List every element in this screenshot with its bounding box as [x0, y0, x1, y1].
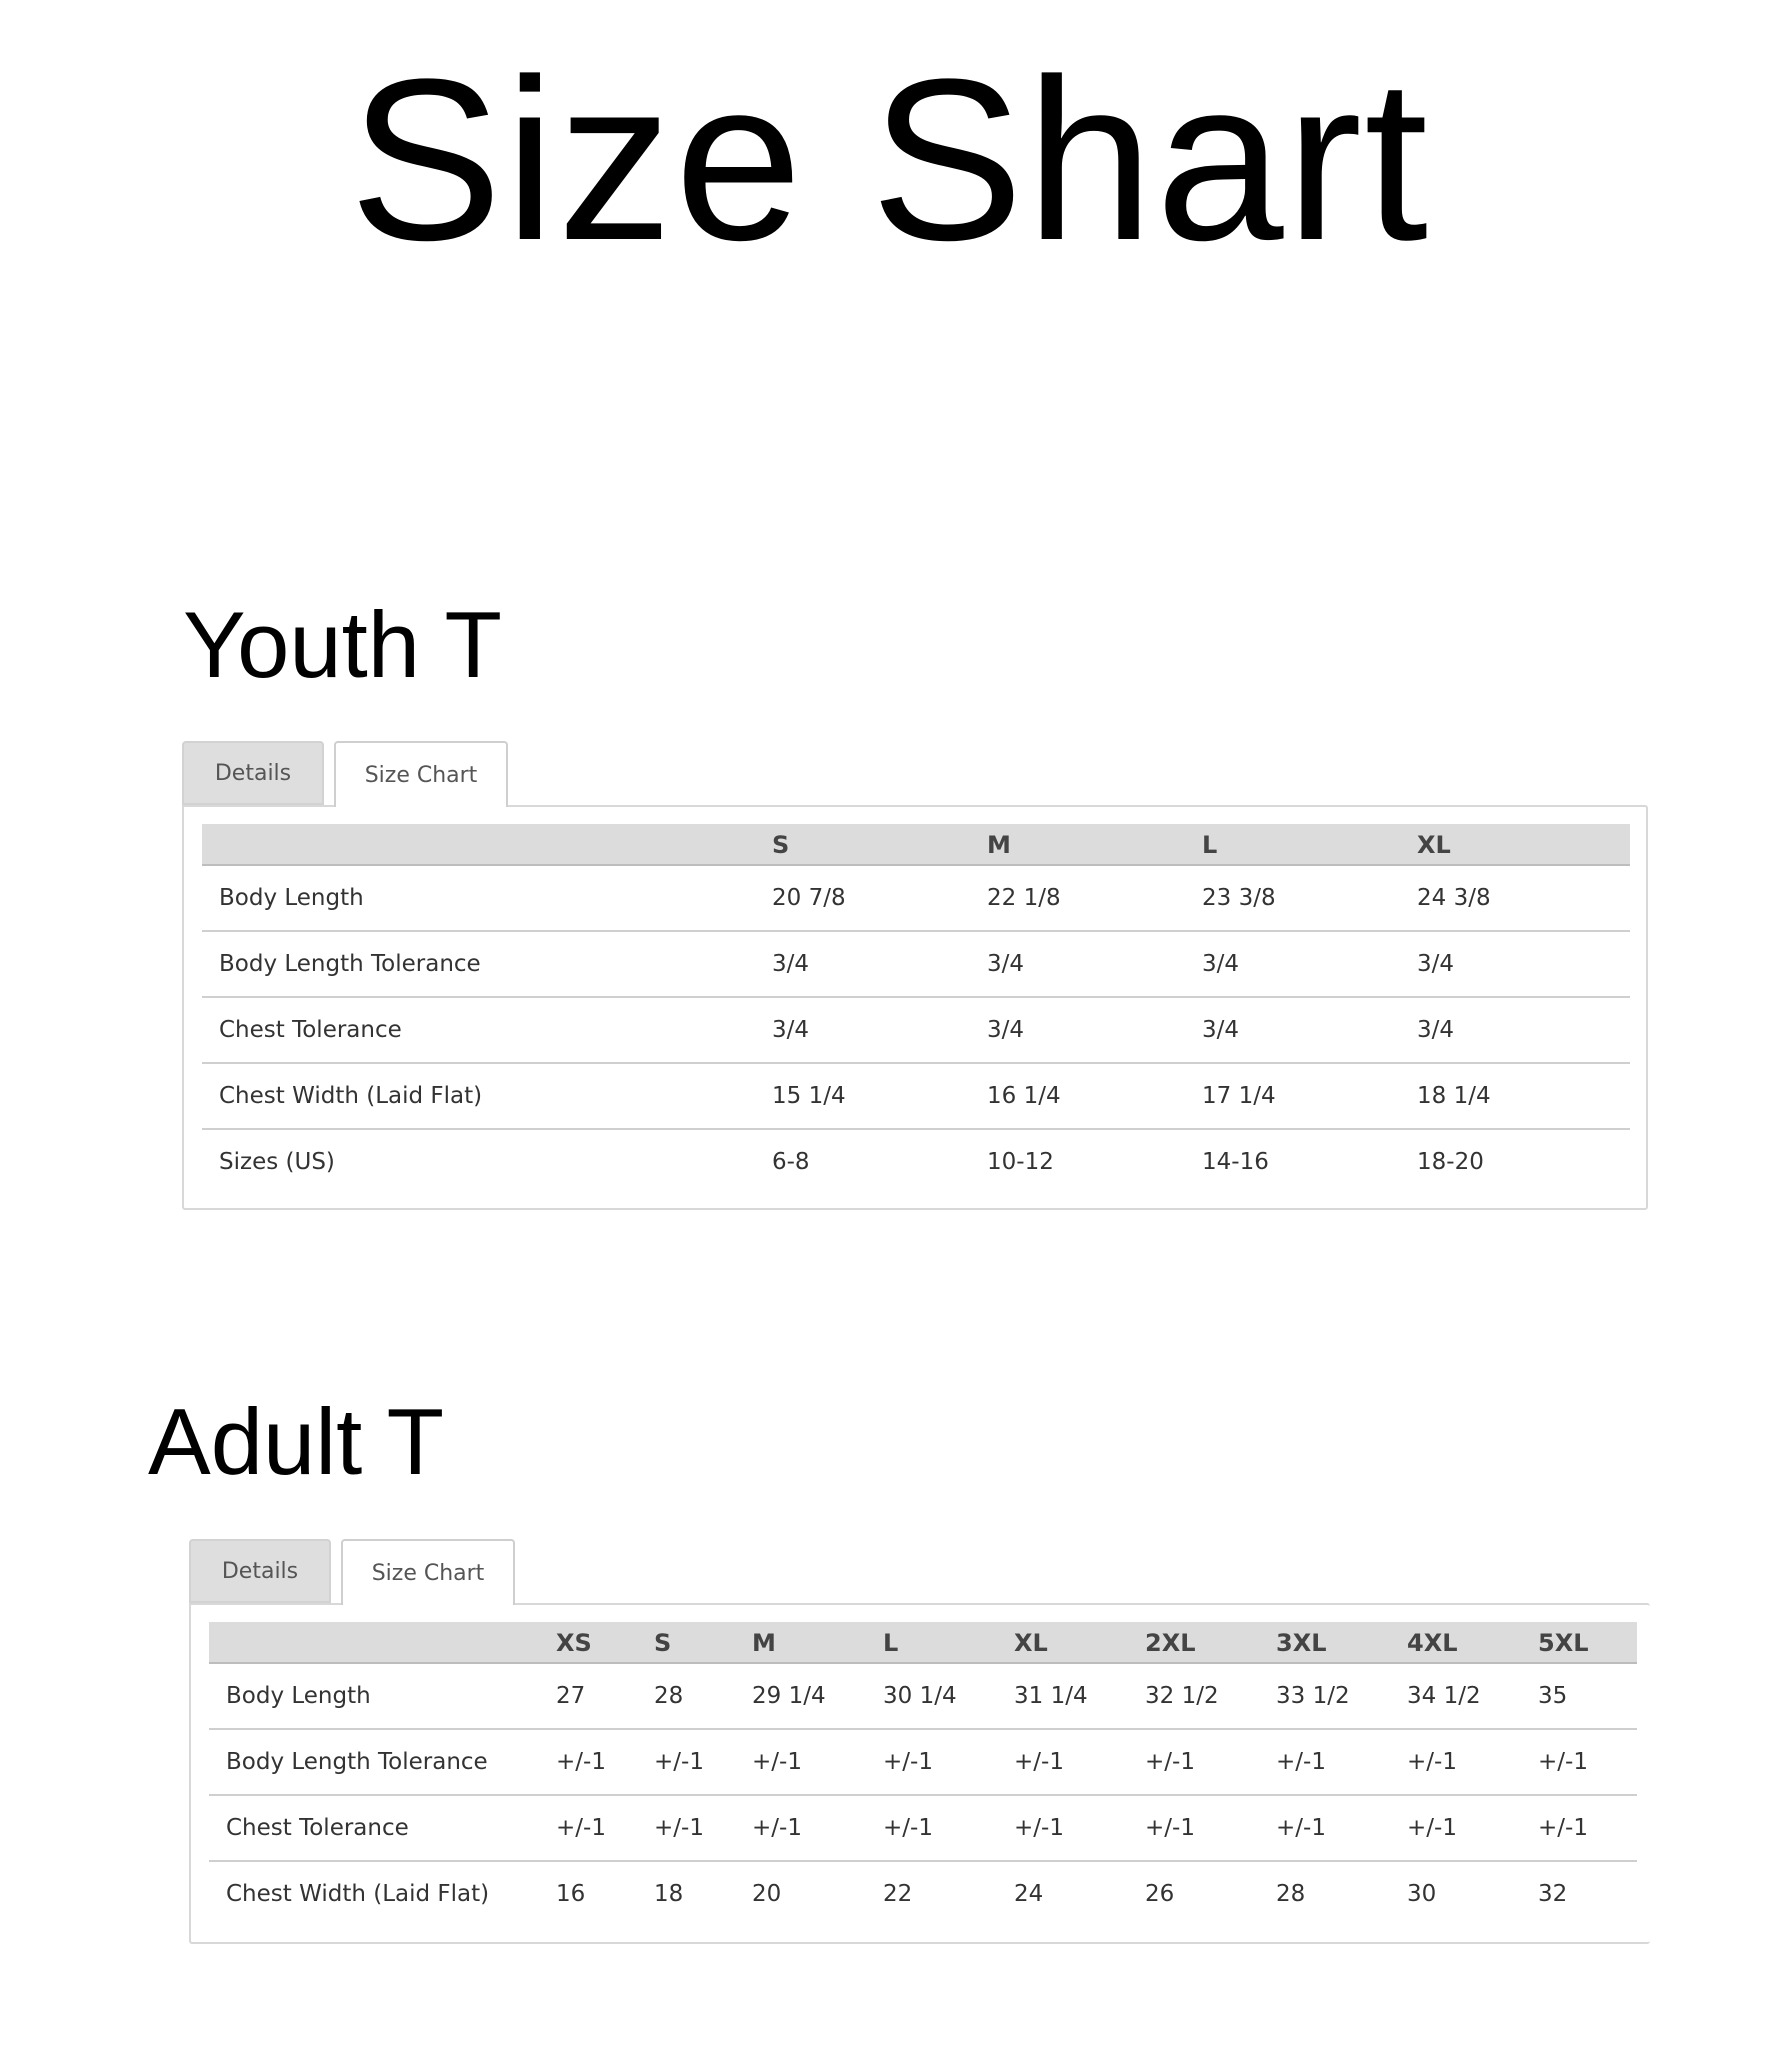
- table-cell: 32 1/2: [1145, 1663, 1276, 1729]
- table-cell: 30 1/4: [883, 1663, 1014, 1729]
- table-cell: 27: [556, 1663, 654, 1729]
- column-header: M: [752, 1622, 883, 1663]
- row-label: Body Length Tolerance: [202, 931, 772, 997]
- table-header-row: [209, 1622, 1637, 1663]
- table-row: [209, 1729, 1637, 1795]
- table-cell: 20: [752, 1881, 782, 1907]
- youth-heading: Youth T: [183, 592, 502, 697]
- table-header-row: [202, 824, 1630, 865]
- table-row: [202, 1129, 1630, 1194]
- table-cell: +/-1: [1145, 1729, 1276, 1795]
- table-cell: 24: [1014, 1881, 1044, 1907]
- table-cell: 34 1/2: [1407, 1663, 1538, 1729]
- table-cell: 28: [654, 1663, 752, 1729]
- column-header: 2XL: [1145, 1622, 1276, 1663]
- table-cell: 16 1/4: [987, 1063, 1202, 1129]
- table-cell: 18-20: [1417, 1149, 1484, 1175]
- table-cell: 23 3/8: [1202, 865, 1417, 931]
- table-cell: 22 1/8: [987, 865, 1202, 931]
- column-header: S: [772, 824, 987, 865]
- table-cell: +/-1: [1014, 1729, 1145, 1795]
- row-label: Chest Width (Laid Flat): [202, 1063, 772, 1129]
- table-cell: 22: [883, 1881, 913, 1907]
- column-header: [209, 1622, 556, 1663]
- table-row: [202, 997, 1630, 1063]
- table-cell: +/-1: [654, 1795, 752, 1861]
- youth-tab-details[interactable]: Details: [182, 741, 324, 805]
- row-label: Chest Width (Laid Flat): [226, 1881, 490, 1907]
- table-cell: 31 1/4: [1014, 1663, 1145, 1729]
- table-cell: 29 1/4: [752, 1663, 883, 1729]
- table-row: [202, 931, 1630, 997]
- column-header: XL: [1417, 824, 1630, 865]
- column-header: L: [1202, 824, 1417, 865]
- adult-size-table: [209, 1622, 1637, 1926]
- row-label: Body Length Tolerance: [209, 1729, 556, 1795]
- adult-tab-details[interactable]: Details: [189, 1539, 331, 1603]
- table-cell: 15 1/4: [772, 1063, 987, 1129]
- adult-size-chart-panel: [189, 1603, 1650, 1944]
- table-cell: +/-1: [1145, 1795, 1276, 1861]
- table-cell: 18 1/4: [1417, 1063, 1630, 1129]
- column-header: 4XL: [1407, 1622, 1538, 1663]
- table-row: [209, 1861, 1637, 1926]
- row-label: Chest Tolerance: [202, 997, 772, 1063]
- page-title: Size Shart: [348, 31, 1431, 288]
- table-cell: +/-1: [1538, 1729, 1637, 1795]
- table-cell: 35: [1538, 1663, 1637, 1729]
- table-cell: 3/4: [987, 931, 1202, 997]
- table-cell: 3/4: [987, 997, 1202, 1063]
- table-cell: 3/4: [772, 997, 987, 1063]
- table-cell: 32: [1538, 1881, 1568, 1907]
- adult-tab-size-chart[interactable]: Size Chart: [341, 1539, 515, 1605]
- table-cell: +/-1: [556, 1729, 654, 1795]
- table-cell: 26: [1145, 1881, 1175, 1907]
- table-cell: 10-12: [987, 1149, 1054, 1175]
- table-cell: 3/4: [1202, 997, 1417, 1063]
- table-cell: +/-1: [654, 1729, 752, 1795]
- table-row: [202, 865, 1630, 931]
- column-header: [202, 824, 772, 865]
- table-cell: 3/4: [1417, 931, 1630, 997]
- table-cell: +/-1: [883, 1729, 1014, 1795]
- table-cell: +/-1: [752, 1729, 883, 1795]
- table-cell: +/-1: [1276, 1729, 1407, 1795]
- table-cell: 18: [654, 1881, 684, 1907]
- table-cell: 30: [1407, 1881, 1437, 1907]
- row-label: Sizes (US): [219, 1149, 335, 1175]
- table-cell: 6-8: [772, 1149, 810, 1175]
- adult-heading: Adult T: [148, 1389, 445, 1494]
- table-cell: +/-1: [1276, 1795, 1407, 1861]
- column-header: XS: [556, 1622, 654, 1663]
- table-cell: +/-1: [752, 1795, 883, 1861]
- table-cell: 3/4: [1202, 931, 1417, 997]
- table-cell: 14-16: [1202, 1149, 1269, 1175]
- row-label: Body Length: [209, 1663, 556, 1729]
- row-label: Chest Tolerance: [209, 1795, 556, 1861]
- youth-tab-size-chart[interactable]: Size Chart: [334, 741, 508, 807]
- table-row: [209, 1795, 1637, 1861]
- table-cell: +/-1: [1538, 1795, 1637, 1861]
- column-header: L: [883, 1622, 1014, 1663]
- table-cell: +/-1: [1407, 1795, 1538, 1861]
- youth-size-chart-panel: [182, 805, 1648, 1210]
- table-cell: 20 7/8: [772, 865, 987, 931]
- table-cell: 3/4: [1417, 997, 1630, 1063]
- table-cell: 3/4: [772, 931, 987, 997]
- table-cell: 17 1/4: [1202, 1063, 1417, 1129]
- column-header: 5XL: [1538, 1622, 1637, 1663]
- table-cell: +/-1: [556, 1795, 654, 1861]
- table-row: [209, 1663, 1637, 1729]
- table-cell: 16: [556, 1881, 586, 1907]
- table-row: [202, 1063, 1630, 1129]
- table-cell: 24 3/8: [1417, 865, 1630, 931]
- table-cell: +/-1: [883, 1795, 1014, 1861]
- table-cell: 28: [1276, 1881, 1306, 1907]
- column-header: 3XL: [1276, 1622, 1407, 1663]
- youth-size-table: [202, 824, 1630, 1194]
- row-label: Body Length: [202, 865, 772, 931]
- table-cell: +/-1: [1407, 1729, 1538, 1795]
- column-header: M: [987, 824, 1202, 865]
- table-cell: +/-1: [1014, 1795, 1145, 1861]
- column-header: S: [654, 1622, 752, 1663]
- table-cell: 33 1/2: [1276, 1663, 1407, 1729]
- column-header: XL: [1014, 1622, 1145, 1663]
